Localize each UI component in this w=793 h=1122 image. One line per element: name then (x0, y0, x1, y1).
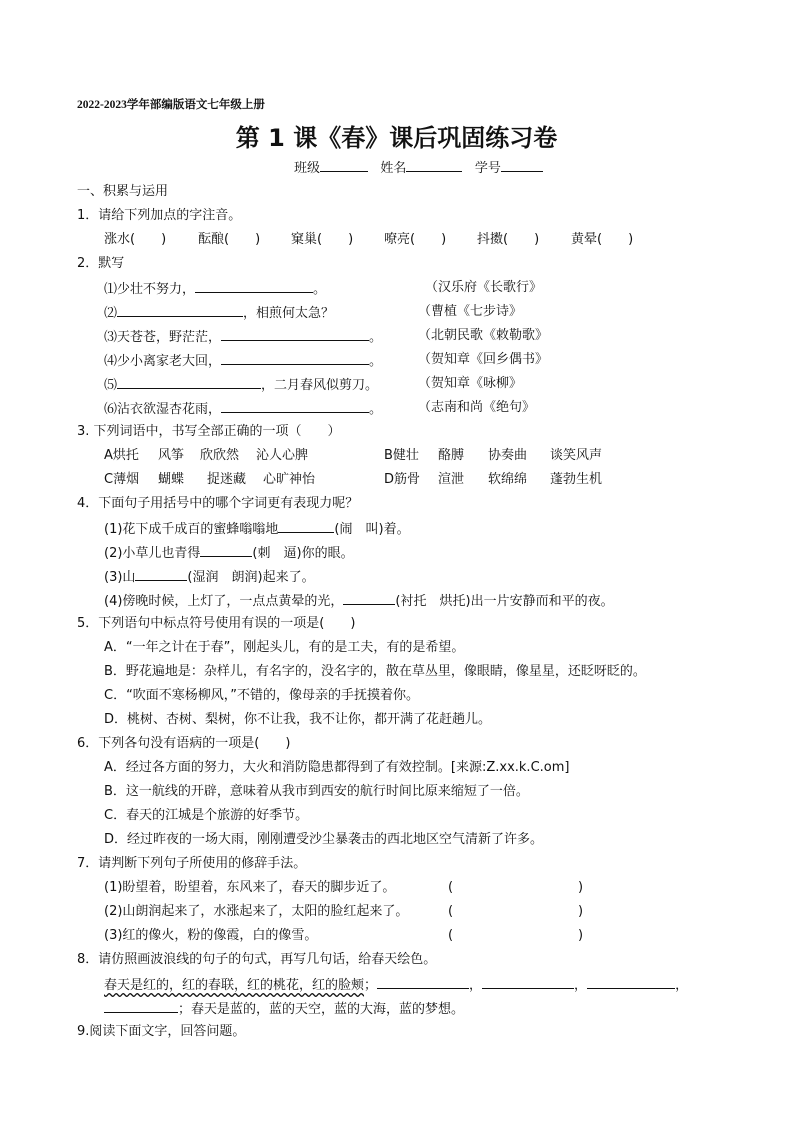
q8-line1: 春天是红的，红的春联，红的桃花，红的脸颊； ， ， ， (104, 975, 688, 995)
class-label: 班级 (294, 161, 321, 176)
q4-item: (3)山 (湿润 朗润)起来了。 (104, 567, 315, 587)
q1-word: 涨水( ) (104, 232, 167, 247)
q3-option-d: D筋骨 渲泄 软绵绵 蓬勃生机 (384, 472, 603, 487)
student-id-blank[interactable] (501, 158, 543, 172)
q5-option: B．野花遍地是：杂样儿，有名字的，没名字的，散在草丛里，像眼睛，像星星，还眨呀眨的。 (104, 664, 646, 679)
q6-option: A．经过各方面的努力，大火和消防隐患都得到了有效控制。[来源:Z.xx.k.C.om] (104, 760, 570, 775)
q7-answer-open[interactable]: ( (448, 928, 454, 943)
q2-source: （志南和尚《绝句》 (418, 400, 536, 415)
name-label: 姓名 (380, 161, 407, 176)
q2-item: ⑴少壮不努力， 。 (104, 279, 326, 299)
q7-answer-close: ) (578, 880, 584, 895)
answer-blank[interactable] (221, 399, 369, 413)
q7-stem: 7．请判断下列句子所使用的修辞手法。 (77, 856, 307, 871)
q1-word: 酝酿( ) (198, 232, 261, 247)
answer-blank[interactable] (482, 975, 574, 989)
q1-word: 嘹亮( ) (384, 232, 447, 247)
q3-stem: 3. 下列词语中，书写全部正确的一项（ ） (77, 424, 341, 439)
answer-blank[interactable] (117, 375, 261, 389)
q2-source: （曹植《七步诗》 (418, 304, 523, 319)
q3-option-b: B健壮 酪膊 协奏曲 谈笑风声 (384, 448, 603, 463)
q2-item: ⑹沾衣欲湿杏花雨， 。 (104, 399, 382, 419)
q4-item: (1)花下成千成百的蜜蜂嗡嗡地 (闹 叫)着。 (104, 519, 410, 539)
q9-stem: 9.阅读下面文字，回答问题。 (77, 1024, 246, 1039)
q1-word: 抖擞( ) (477, 232, 540, 247)
q8-stem: 8．请仿照画波浪线的句子的句式，再写几句话，给春天绘色。 (77, 952, 437, 967)
q8-line2: ；春天是蓝的，蓝的天空，蓝的大海，蓝的梦想。 (104, 999, 464, 1019)
q3-option-c: C薄烟 蝴蝶 捉迷藏 心旷神怡 (104, 472, 316, 487)
q7-item: (2)山朗润起来了，水涨起来了，太阳的脸红起来了。 (104, 904, 409, 919)
q4-item: (2)小草儿也青得 (刺 逼)你的眼。 (104, 543, 354, 563)
q2-source: （贺知章《回乡偶书》 (418, 352, 549, 367)
q2-item: ⑸ ，二月春风似剪刀。 (104, 375, 378, 395)
answer-blank[interactable] (135, 567, 187, 581)
answer-blank[interactable] (343, 591, 395, 605)
q1-word: 窠巢( ) (291, 232, 354, 247)
q5-stem: 5．下列语句中标点符号使用有误的一项是( ) (77, 616, 356, 631)
q3-option-a: A烘托 风筝 欣欣然 沁人心脾 (104, 448, 309, 463)
section-heading: 一、积累与运用 (77, 184, 169, 199)
q5-option: D．桃树、杏树、梨树，你不让我，我不让你，都开满了花赶趟儿。 (104, 712, 492, 727)
q7-answer-open[interactable]: ( (448, 904, 454, 919)
q7-answer-close: ) (578, 904, 584, 919)
student-id-label: 学号 (474, 161, 501, 176)
q5-option: C．“吹面不寒杨柳风，”不错的，像母亲的手抚摸着你。 (104, 688, 420, 703)
q1-stem: 1．请给下列加点的字注音。 (77, 208, 242, 223)
page-title: 第 1 课《春》课后巩固练习卷 (235, 124, 558, 152)
answer-blank[interactable] (221, 327, 369, 341)
q6-option: D．经过昨夜的一场大雨，刚刚遭受沙尘暴袭击的西北地区空气清新了许多。 (104, 832, 544, 847)
q7-answer-open[interactable]: ( (448, 880, 454, 895)
q6-stem: 6．下列各句没有语病的一项是( ) (77, 736, 291, 751)
series-label: 2022-2023学年部编版语文七年级上册 (77, 99, 265, 111)
answer-blank[interactable] (377, 975, 469, 989)
q1-word: 黄晕( ) (571, 232, 634, 247)
q7-item: (3)红的像火，粉的像霞，白的像雪。 (104, 928, 318, 943)
q2-item: ⑶天苍苍，野茫茫， 。 (104, 327, 382, 347)
answer-blank[interactable] (221, 351, 369, 365)
q6-option: B．这一航线的开辟，意味着从我市到西安的航行时间比原来缩短了一倍。 (104, 784, 529, 799)
student-info-row (294, 158, 543, 178)
q7-item: (1)盼望着，盼望着，东风来了，春天的脚步近了。 (104, 880, 396, 895)
answer-blank[interactable] (587, 975, 675, 989)
answer-blank[interactable] (278, 519, 334, 533)
answer-blank[interactable] (200, 543, 252, 557)
q2-source: （北朝民歌《敕勒歌》 (418, 328, 549, 343)
q2-item: ⑷少小离家老大回， 。 (104, 351, 382, 371)
q4-item: (4)傍晚时候，上灯了，一点点黄晕的光， (衬托 烘托)出一片安静而和平的夜。 (104, 591, 614, 611)
q2-source: （贺知章《咏柳》 (418, 376, 523, 391)
q5-option: A．“一年之计在于春”，刚起头儿，有的是工夫，有的是希望。 (104, 640, 465, 655)
q4-stem: 4．下面句子用括号中的哪个字词更有表现力呢？ (77, 496, 359, 511)
model-sentence: 春天是红的，红的春联，红的桃花，红的脸颊 (104, 978, 365, 993)
q2-item: ⑵ ，相煎何太急？ (104, 303, 334, 323)
q2-source: （汉乐府《长歌行》 (425, 280, 543, 295)
answer-blank[interactable] (104, 999, 178, 1013)
answer-blank[interactable] (195, 279, 313, 293)
class-blank[interactable] (320, 158, 368, 172)
q6-option: C．春天的江城是个旅游的好季节。 (104, 808, 309, 823)
q7-answer-close: ) (578, 928, 584, 943)
q2-stem: 2．默写 (77, 256, 125, 271)
answer-blank[interactable] (117, 303, 243, 317)
name-blank[interactable] (406, 158, 462, 172)
